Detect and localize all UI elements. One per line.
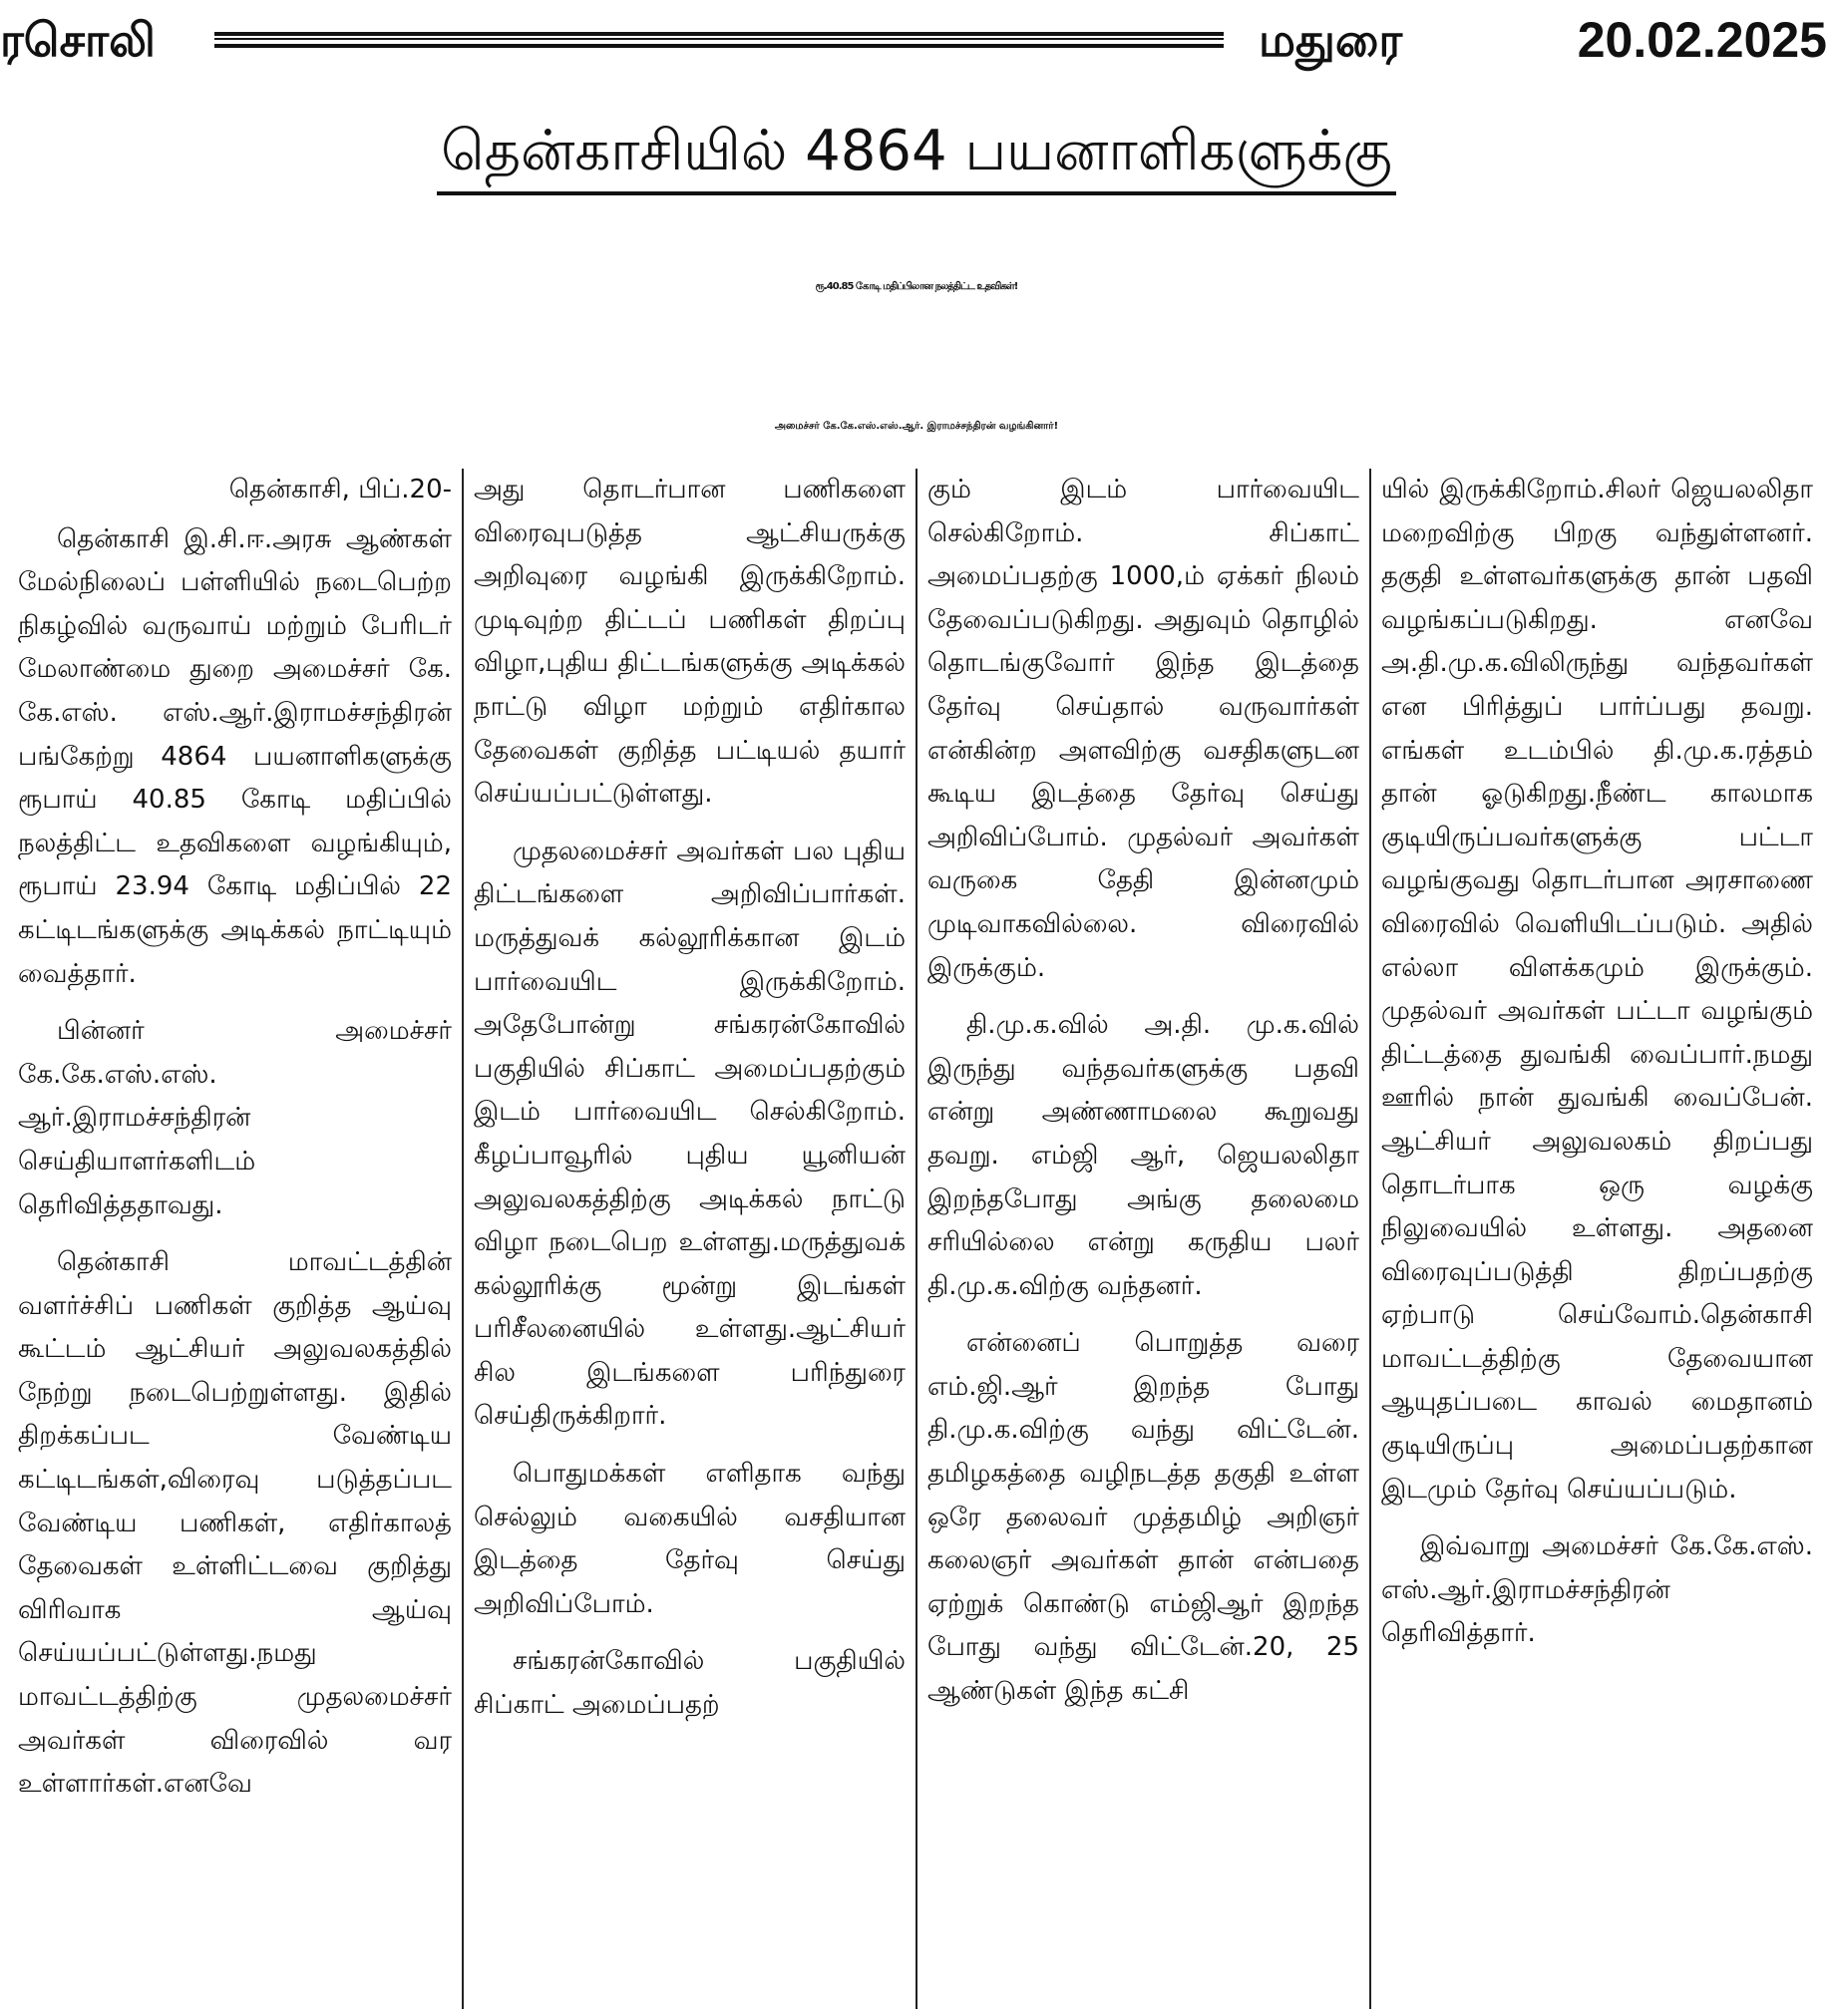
subheadline: அமைச்சர் கே.கே.எஸ்.எஸ்.ஆர். இராமச்சந்திரன் வழங்கினார்! xyxy=(774,421,1059,432)
dateline: தென்காசி, பிப்.20- xyxy=(228,475,452,504)
article-column-1 xyxy=(8,469,462,2009)
paragraph: தி.மு.க.வில் அ.தி. மு.க.வில் இருந்து வந்தவர்களுக்கு பதவி என்று அண்ணாமலை கூறுவது தவறு. எம்ஜி ஆர், ஜெயலலிதா இறந்தபோது அங்கு தலைமை சரியில்லை என்று கருதிய பலர் தி.மு.க.விற்கு வந்தனர். xyxy=(927,1010,1359,1301)
kicker-line xyxy=(0,112,1833,195)
paragraph: கும் இடம் பார்வையிட செல்கிறோம். சிப்காட் அமைப்பதற்கு 1000,ம் ஏக்கர் நிலம் தேவைப்படுகிறது. அதுவும் தொழில் தொடங்குவோர் இந்த இடத்தை தேர்வு செய்தால் வருவார்கள் என்கின்ற அளவிற்கு வசதிகளுடன கூடிய இடத்தை தேர்வு செய்து அறிவிப்போம். முதல்வர் அவர்கள் வருகை தேதி இன்னமும் முடிவாகவில்லை. விரைவில் இருக்கும். xyxy=(927,475,1359,983)
paragraph: முதலமைச்சர் அவர்கள் பல புதிய திட்டங்களை அறிவிப்பார்கள். மருத்துவக் கல்லூரிக்கான இடம் பார்வையிட இருக்கிறோம். அதேபோன்று சங்கரன்கோவில் பகுதியில் சிப்காட் அமைப்பதற்கும் இடம் பார்வையிட செல்கிறோம். கீழப்பாவூரில் புதிய யூனியன் அலுவலகத்திற்கு அடிக்கல் நாட்டு விழா நடைபெற உள்ளது.மருத்துவக் கல்லூரிக்கு மூன்று இடங்கள் பரிசீலனையில் உள்ளது.ஆட்சியர் சில இடங்களை பரிந்துரை செய்திருக்கிறார். xyxy=(474,836,906,1432)
signoff-paragraph: இவ்வாறு அமைச்சர் கே.கே.எஸ். எஸ்.ஆர்.இராமச்சந்திரன் தெரிவித்தார். xyxy=(1381,1531,1813,1649)
paragraph: பொதுமக்கள் எளிதாக வந்து செல்லும் வகையில் வசதியான இடத்தை தேர்வு செய்து அறிவிப்போம். xyxy=(474,1459,906,1619)
article-column-4 xyxy=(1369,469,1823,2009)
paragraph: சங்கரன்கோவில் பகுதியில் சிப்காட் அமைப்பதற் xyxy=(474,1646,906,1721)
paragraph: யில் இருக்கிறோம்.சிலர் ஜெயலலிதா மறைவிற்கு பிறகு வந்துள்ளனர். தகுதி உள்ளவர்களுக்கு தான் பதவி வழங்கப்படுகிறது. எனவே அ.தி.மு.க.விலிருந்து வந்தவர்கள் என பிரித்துப் பார்ப்பது தவறு. எங்கள் உடம்பில் தி.மு.க.ரத்தம் தான் ஓடுகிறது.நீண்ட காலமாக குடியிருப்பவர்களுக்கு பட்டா வழங்குவது தொடர்பான அரசாணை விரைவில் வெளியிடப்படும். அதில் எல்லா விளக்கமும் இருக்கும். முதல்வர் அவர்கள் பட்டா வழங்கும் திட்டத்தை துவங்கி வைப்பார்.நமது ஊரில் நான் துவங்கி வைப்பேன். ஆட்சியர் அலுவலகம் திறப்பது தொடர்பாக ஒரு வழக்கு நிலுவையில் உள்ளது. அதனை விரைவுப்படுத்தி திறப்பதற்கு ஏற்பாடு செய்வோம்.தென்காசி மாவட்டத்திற்கு தேவையான ஆயுதப்படை காவல் மைதானம் குடியிருப்பு அமைப்பதற்கான இடமும் தேர்வு செய்யப்படும். xyxy=(1381,475,1813,1505)
masthead xyxy=(0,10,1833,70)
paragraph: தென்காசி இ.சி.ஈ.அரசு ஆண்கள் மேல்நிலைப் பள்ளியில் நடைபெற்ற நிகழ்வில் வருவாய் மற்றும் பேரிடர் மேலாண்மை துறை அமைச்சர் கே. கே.எஸ். எஸ்.ஆர்.இராமச்சந்திரன் பங்கேற்று 4864 பயனாளிகளுக்கு ரூபாய் 40.85 கோடி மதிப்பில் நலத்திட்ட உதவிகளை வழங்கியும், ரூபாய் 23.94 கோடி மதிப்பில் 22 கட்டிடங்களுக்கு அடிக்கல் நாட்டியும் வைத்தார். xyxy=(18,523,452,989)
paragraph: பின்னர் அமைச்சர் கே.கே.எஸ்.எஸ். ஆர்.இராமச்சந்திரன் செய்தியாளர்களிடம் தெரிவித்ததாவது. xyxy=(18,1016,452,1220)
article-body xyxy=(8,469,1825,2009)
edition-city: மதுரை xyxy=(1259,13,1403,67)
article-column-3 xyxy=(916,469,1369,2009)
paragraph: என்னைப் பொறுத்த வரை எம்.ஜி.ஆர் இறந்த போது தி.மு.க.விற்கு வந்து விட்டேன். தமிழகத்தை வழிநடத்த தகுதி உள்ள ஒரே தலைவர் முத்தமிழ் அறிஞர் கலைஞர் அவர்கள் தான் என்பதை ஏற்றுக் கொண்டு எம்ஜிஆர் இறந்த போது வந்து விட்டேன்.20, 25 ஆண்டுகள் இந்த கட்சி xyxy=(927,1328,1359,1707)
masthead-rule xyxy=(214,32,1224,48)
paragraph: அது தொடர்பான பணிகளை விரைவுபடுத்த ஆட்சியருக்கு அறிவுரை வழங்கி இருக்கிறோம். முடிவுற்ற திட்டப் பணிகள் திறப்பு விழா,புதிய திட்டங்களுக்கு அடிக்கல் நாட்டு விழா மற்றும் எதிர்கால தேவைகள் குறித்த பட்டியல் தயார் செய்யப்பட்டுள்ளது. xyxy=(474,475,906,810)
kicker-text: தென்காசியில் 4864 பயனாளிகளுக்கு xyxy=(437,112,1396,195)
edition-date: 20.02.2025 xyxy=(1577,12,1827,68)
article-column-2 xyxy=(462,469,916,2009)
paragraph: தென்காசி மாவட்டத்தின் வளர்ச்சிப் பணிகள் குறித்த ஆய்வு கூட்டம் ஆட்சியர் அலுவலகத்தில் நேற்று நடைபெற்றுள்ளது. இதில் திறக்கப்பட வேண்டிய கட்டிடங்கள்,விரைவு படுத்தப்பட வேண்டிய பணிகள், எதிர்காலத் தேவைகள் உள்ளிட்டவை குறித்து விரிவாக ஆய்வு செய்யப்பட்டுள்ளது.நமது மாவட்டத்திற்கு முதலமைச்சர் அவர்கள் விரைவில் வர உள்ளார்கள்.எனவே xyxy=(18,1247,452,1800)
newspaper-name: ரசொலி xyxy=(0,13,156,67)
headline: ரூ.40.85 கோடி மதிப்பிலான நலத்திட்ட உதவிகள்! xyxy=(815,281,1018,292)
